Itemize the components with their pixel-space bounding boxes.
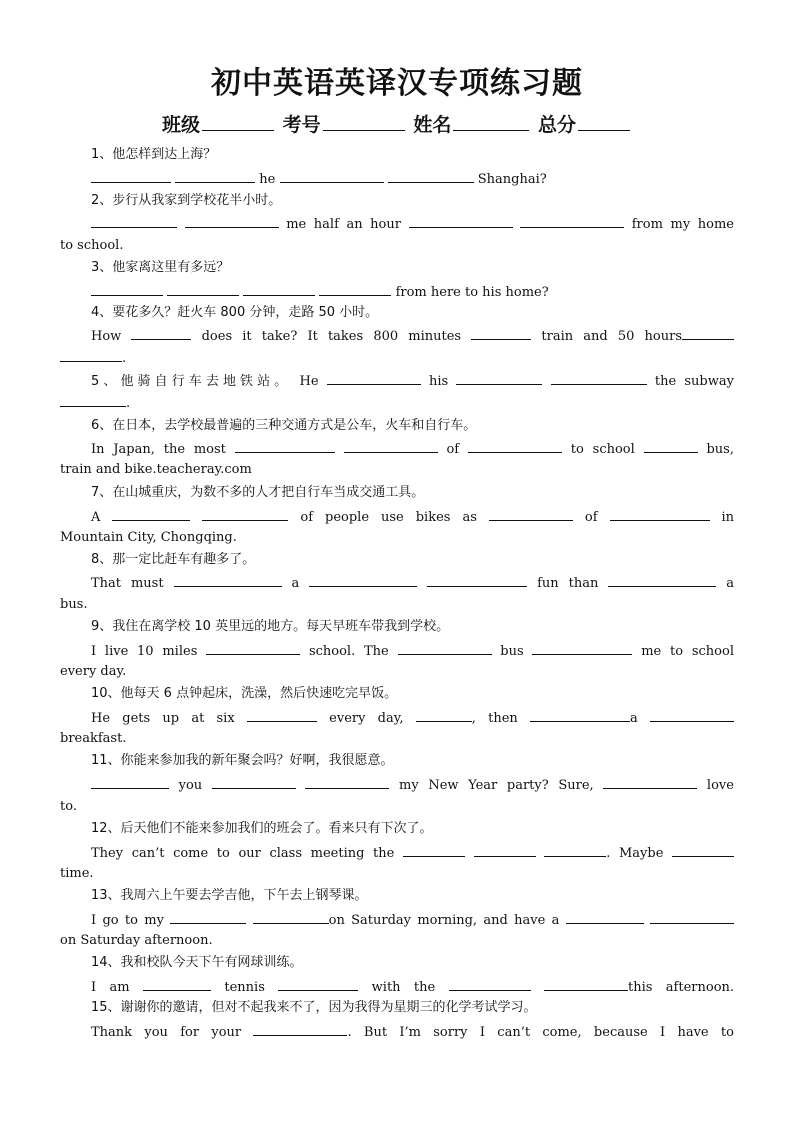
answer-blank[interactable] <box>474 844 536 857</box>
answer-blank[interactable] <box>278 978 358 991</box>
answer-blank[interactable] <box>247 709 317 722</box>
class-label: 班级 <box>162 114 201 136</box>
question-prompt <box>91 193 734 209</box>
answer-text: me to school <box>641 644 734 659</box>
prompt-text: 他怎样到达上海？ <box>112 147 217 162</box>
answer-text: bus <box>500 644 524 659</box>
answer-text: . <box>122 351 127 366</box>
answer-line <box>91 911 734 929</box>
question-prompt <box>91 955 734 971</box>
answer-line: to. <box>60 799 77 814</box>
prompt-text: 步行从我家到学校花半小时。 <box>112 193 282 208</box>
answer-blank[interactable] <box>532 642 632 655</box>
answer-text: to school <box>570 442 635 457</box>
answer-line <box>91 776 734 794</box>
answer-blank[interactable] <box>143 978 211 991</box>
prompt-text: 谢谢你的邀请，但对不起我来不了，因为我得为星期三的化学考试学习。 <box>120 1000 537 1015</box>
question-number: 8、 <box>91 552 113 567</box>
answer-text: the subway <box>654 374 734 389</box>
answer-blank[interactable] <box>610 508 710 521</box>
answer-blank[interactable] <box>60 349 122 362</box>
answer-line <box>91 1023 734 1041</box>
answer-line: on Saturday afternoon. <box>60 933 213 948</box>
answer-blank[interactable] <box>305 776 389 789</box>
answer-blank[interactable] <box>91 776 169 789</box>
answer-text: a <box>291 576 300 591</box>
question-number: 6、 <box>91 418 113 433</box>
answer-blank[interactable] <box>608 574 716 587</box>
answer-blank[interactable] <box>530 709 630 722</box>
prompt-text: 后天他们不能来参加我们的班会了。看来只有下次了。 <box>120 821 433 836</box>
answer-text: this afternoon. <box>628 980 734 995</box>
answer-blank[interactable] <box>551 372 647 385</box>
answer-blank[interactable] <box>471 327 531 340</box>
answer-blank[interactable] <box>489 508 573 521</box>
answer-blank[interactable] <box>253 911 329 924</box>
answer-blank[interactable] <box>644 440 698 453</box>
answer-text: A <box>91 510 101 525</box>
answer-text: , then <box>471 711 518 726</box>
answer-text: from here to his home? <box>395 285 549 300</box>
answer-line <box>91 574 734 592</box>
answer-blank[interactable] <box>206 642 300 655</box>
answer-blank[interactable] <box>167 283 239 296</box>
answer-text: . <box>126 396 131 411</box>
answer-blank[interactable] <box>449 978 531 991</box>
answer-text: does it take? It takes 800 minutes <box>201 329 462 344</box>
answer-blank[interactable] <box>468 440 562 453</box>
question-number: 3、 <box>91 260 113 275</box>
answer-text: fun than <box>537 576 599 591</box>
answer-blank[interactable] <box>309 574 417 587</box>
answer-blank[interactable] <box>112 508 190 521</box>
total-score-blank[interactable] <box>578 112 630 131</box>
answer-blank[interactable] <box>319 283 391 296</box>
answer-text: He <box>299 374 319 389</box>
answer-line: to school. <box>60 238 124 253</box>
answer-blank[interactable] <box>212 776 296 789</box>
question-number: 1、 <box>91 147 113 162</box>
answer-blank[interactable] <box>520 215 624 228</box>
prompt-text: 我和校队今天下午有网球训练。 <box>120 955 303 970</box>
question-prompt <box>91 888 734 904</box>
answer-text: you <box>178 778 203 793</box>
question-prompt <box>91 1000 734 1016</box>
prompt-text: 要花多久？赶火车 800 分钟，走路 50 小时。 <box>112 305 379 320</box>
answer-blank[interactable] <box>650 911 734 924</box>
answer-text: school. The <box>308 644 389 659</box>
question-prompt <box>91 686 734 702</box>
answer-text: he <box>259 172 276 187</box>
answer-text: with the <box>371 980 436 995</box>
question-number: 14、 <box>91 955 121 970</box>
answer-blank[interactable] <box>388 170 474 183</box>
answer-text: of people use bikes as <box>300 510 477 525</box>
question-number: 13、 <box>91 888 121 903</box>
answer-text: tennis <box>224 980 265 995</box>
answer-blank[interactable] <box>202 508 288 521</box>
question-prompt <box>91 305 734 321</box>
question-prompt <box>91 552 734 568</box>
answer-text: . But I’m sorry I can’t come, because I have to <box>347 1025 734 1040</box>
answer-text: . Maybe <box>606 846 664 861</box>
answer-blank[interactable] <box>409 215 513 228</box>
prompt-text: 他每天 6 点钟起床，洗澡，然后快速吃完早饭。 <box>120 686 398 701</box>
question-prompt <box>91 418 734 434</box>
answer-line <box>91 327 734 345</box>
answer-blank[interactable] <box>91 283 163 296</box>
answer-text: of <box>584 510 598 525</box>
answer-text: of <box>446 442 460 457</box>
question-number: 9、 <box>91 619 113 634</box>
answer-blank[interactable] <box>456 372 542 385</box>
answer-text: I am <box>91 980 130 995</box>
answer-text: me half an hour <box>286 217 401 232</box>
answer-line <box>60 349 734 367</box>
answer-text: I live 10 miles <box>91 644 198 659</box>
answer-text: Shanghai? <box>477 172 547 187</box>
question-number: 10、 <box>91 686 121 701</box>
answer-text: every day, <box>329 711 404 726</box>
answer-text: In Japan, the most <box>91 442 226 457</box>
answer-line <box>91 508 734 526</box>
page-title: 初中英语英译汉专项练习题 <box>211 66 583 101</box>
exam-number-label: 考号 <box>282 114 321 136</box>
answer-line: train and bike.teacheray.com <box>60 462 252 477</box>
answer-blank[interactable] <box>416 709 472 722</box>
answer-blank[interactable] <box>544 978 628 991</box>
answer-text: a <box>630 711 638 726</box>
prompt-text: 我住在离学校 10 英里远的地方。每天早班车带我到学校。 <box>112 619 450 634</box>
answer-text: on Saturday morning, and have a <box>328 913 560 928</box>
question-number: 4、 <box>91 305 113 320</box>
question-prompt <box>91 260 734 276</box>
answer-text: a <box>726 576 734 591</box>
answer-blank[interactable] <box>253 1023 347 1036</box>
answer-line: bus. <box>60 597 88 612</box>
answer-blank[interactable] <box>175 170 255 183</box>
answer-line <box>91 709 734 727</box>
answer-line <box>91 170 734 188</box>
question-number: 7、 <box>91 485 113 500</box>
question-number: 2、 <box>91 193 113 208</box>
prompt-text: 他骑自行车去地铁站。 <box>120 374 292 389</box>
question-prompt <box>91 485 734 501</box>
answer-blank[interactable] <box>672 844 734 857</box>
answer-blank[interactable] <box>427 574 527 587</box>
answer-line <box>91 844 734 862</box>
class-blank[interactable] <box>202 112 274 131</box>
question-number: 12、 <box>91 821 121 836</box>
question-prompt <box>91 821 734 837</box>
answer-blank[interactable] <box>682 327 734 340</box>
answer-text: That must <box>91 576 164 591</box>
answer-line <box>91 642 734 660</box>
answer-blank[interactable] <box>60 394 126 407</box>
answer-blank[interactable] <box>174 574 282 587</box>
name-label: 姓名 <box>413 114 452 136</box>
prompt-text: 我周六上午要去学吉他，下午去上钢琴课。 <box>120 888 368 903</box>
answer-line: Mountain City, Chongqing. <box>60 530 237 545</box>
answer-text: bus, <box>706 442 734 457</box>
answer-line <box>91 215 734 233</box>
answer-blank[interactable] <box>344 440 438 453</box>
answer-blank[interactable] <box>91 170 171 183</box>
answer-text: Thank you for your <box>91 1025 242 1040</box>
answer-blank[interactable] <box>170 911 246 924</box>
answer-text: I go to my <box>91 913 164 928</box>
answer-text: He gets up at six <box>91 711 235 726</box>
answer-text: in <box>721 510 734 525</box>
prompt-text: 你能来参加我的新年聚会吗？好啊，我很愿意。 <box>120 753 394 768</box>
answer-line: every day. <box>60 664 127 679</box>
answer-text: train and 50 hours <box>541 329 683 344</box>
answer-line: breakfast. <box>60 731 127 746</box>
answer-blank[interactable] <box>185 215 279 228</box>
question-prompt <box>91 753 734 769</box>
name-blank[interactable] <box>453 112 529 131</box>
total-score-label: 总分 <box>537 114 576 136</box>
answer-text: They can’t come to our class meeting the <box>91 846 395 861</box>
answer-line <box>91 440 734 458</box>
prompt-text: 那一定比赶车有趣多了。 <box>112 552 256 567</box>
answer-text: his <box>429 374 449 389</box>
answer-blank[interactable] <box>235 440 335 453</box>
answer-line <box>60 394 734 412</box>
answer-line <box>91 978 734 996</box>
question-prompt <box>91 147 734 163</box>
answer-blank[interactable] <box>131 327 191 340</box>
student-info-row <box>0 110 794 137</box>
prompt-text: 在山城重庆，为数不多的人才把自行车当成交通工具。 <box>112 485 425 500</box>
answer-blank[interactable] <box>280 170 384 183</box>
exam-number-blank[interactable] <box>323 112 405 131</box>
prompt-text: 在日本，去学校最普遍的三种交通方式是公车，火车和自行车。 <box>112 418 477 433</box>
answer-blank[interactable] <box>327 372 421 385</box>
question-number: 11、 <box>91 753 121 768</box>
answer-text: love <box>706 778 734 793</box>
answer-blank[interactable] <box>398 642 492 655</box>
answer-blank[interactable] <box>566 911 644 924</box>
prompt-text: 他家离这里有多远？ <box>112 260 230 275</box>
answer-blank[interactable] <box>650 709 734 722</box>
question-number: 5、 <box>91 374 121 389</box>
answer-line <box>91 283 734 301</box>
answer-blank[interactable] <box>603 776 697 789</box>
answer-blank[interactable] <box>91 215 177 228</box>
answer-text: from my home <box>631 217 734 232</box>
answer-line: time. <box>60 866 94 881</box>
answer-text: my New Year party? Sure, <box>399 778 594 793</box>
answer-blank[interactable] <box>544 844 606 857</box>
question-number: 15、 <box>91 1000 121 1015</box>
answer-line <box>91 372 734 390</box>
answer-blank[interactable] <box>403 844 465 857</box>
answer-text: How <box>91 329 122 344</box>
answer-blank[interactable] <box>243 283 315 296</box>
question-prompt <box>91 619 734 635</box>
